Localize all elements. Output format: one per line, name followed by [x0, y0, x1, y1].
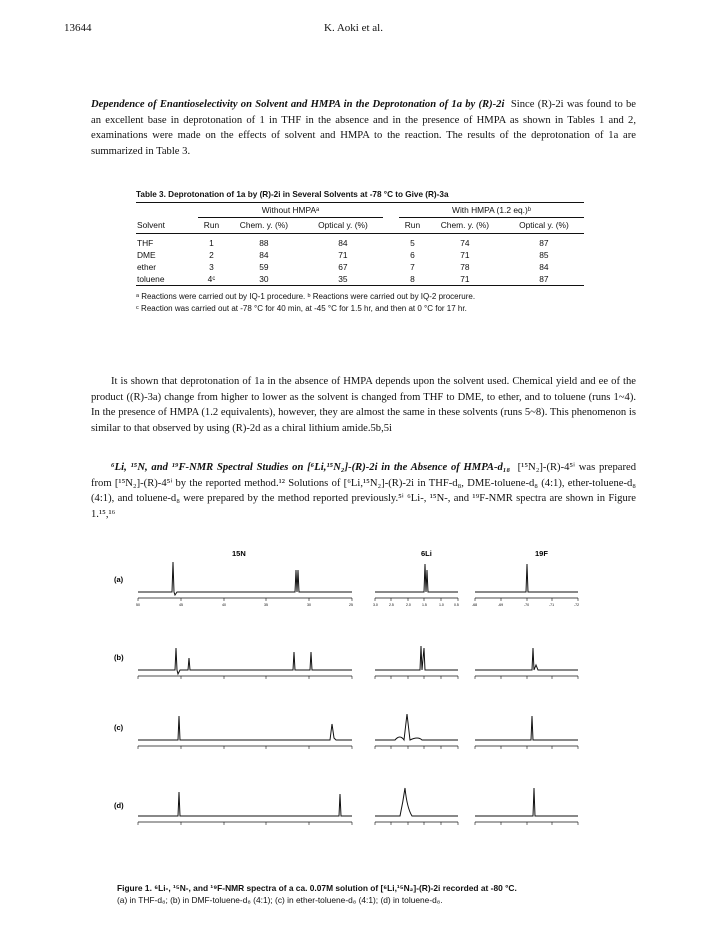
tick-label: 30 — [307, 603, 311, 607]
table-cell: DME — [137, 250, 156, 260]
paragraph-3-text: [¹⁵N₂]-(R)-4⁵ⁱ was prepared from [¹⁵N₂]-(R)-4⁵ⁱ by the reported method.¹² Solutions of [⁶Li,¹⁵N₂]-(R)-2i in THF-d₈, DME-toluene-d₈ (4:1), ether-toluene-d₈ (4:1), and toluene-d₈ were prepared by the method reported previously.⁵ⁱ ⁶Li-, ¹⁵N-, and ¹⁹F-NMR spectra are shown in Figure 1.¹⁵,¹⁶ — [91, 462, 637, 520]
tick-label: 35 — [264, 603, 268, 607]
col-run: Run — [203, 220, 220, 230]
spectrum-19f-d — [475, 788, 578, 816]
tick-label: 25 — [349, 603, 353, 607]
figure-caption — [117, 883, 517, 893]
table-cell: 88 — [259, 238, 269, 248]
table-cell: 1 — [209, 238, 214, 248]
section-heading-3: ⁶Li, ¹⁵N, and ¹⁹F-NMR Spectral Studies on [⁶Li,¹⁵N₂]-(R)-2i in the Absence of HMPA-d₁₈ — [111, 462, 511, 473]
axis-row-b — [138, 676, 578, 679]
col-chem-yield-hmpa: Chem. y. (%) — [440, 220, 489, 230]
table-row — [136, 237, 584, 249]
table-cell: 71 — [338, 250, 348, 260]
tick-label: -69 — [498, 603, 504, 607]
table-row — [136, 249, 584, 261]
tick-label: 45 — [179, 603, 183, 607]
row-label-c: (c) — [114, 723, 124, 732]
spectrum-19f-b — [475, 648, 578, 670]
tick-label: 40 — [222, 603, 226, 607]
tick-label: 2.5 — [389, 603, 394, 607]
table-3 — [136, 202, 584, 313]
spectrum-6li-b — [375, 646, 458, 670]
tick-label: -71 — [549, 603, 555, 607]
table-cell: 30 — [259, 274, 269, 284]
spectrum-6li-c — [375, 714, 458, 740]
spectrum-15n-d — [138, 792, 352, 816]
axis-row-c — [138, 746, 578, 749]
table-cell: 3 — [209, 262, 214, 272]
table-cell: 35 — [338, 274, 348, 284]
spectrum-6li-a — [375, 564, 458, 592]
spectra-row-c — [138, 714, 578, 740]
spectrum-15n-b — [138, 648, 352, 674]
tick-label: 50 — [136, 603, 140, 607]
spectra-row-a — [138, 562, 578, 595]
table-cell: 87 — [539, 274, 549, 284]
table-cell: 71 — [460, 274, 470, 284]
col-optical-yield: Optical y. (%) — [318, 220, 368, 230]
row-label-b: (b) — [114, 653, 124, 662]
table-cell: 5 — [410, 238, 415, 248]
table-cell: 4ᶜ — [207, 274, 216, 284]
tick-label: -72 — [574, 603, 580, 607]
table-cell: THF — [137, 238, 154, 248]
tick-label: 2.0 — [406, 603, 411, 607]
panel-title-15n: 15N — [232, 549, 246, 558]
table-group-without: Without HMPAᵃ — [198, 203, 383, 217]
figure-1-spectra — [100, 548, 600, 880]
panel-title-6li: 6Li — [421, 549, 432, 558]
table-cell: 74 — [460, 238, 470, 248]
tick-label: 1.0 — [439, 603, 444, 607]
table-cell: ether — [137, 262, 157, 272]
paragraph-3 — [91, 460, 636, 522]
spectrum-15n-a — [138, 562, 352, 595]
table-cell: 2 — [209, 250, 214, 260]
axis-row-d — [138, 822, 578, 825]
row-label-d: (d) — [114, 801, 124, 810]
spectra-row-b — [138, 646, 578, 674]
running-title: K. Aoki et al. — [324, 22, 383, 34]
spectrum-19f-c — [475, 716, 578, 740]
table-cell: 85 — [539, 250, 549, 260]
paragraph-2: It is shown that deprotonation of 1a in the absence of HMPA depends upon the solvent used. Chemical yield and ee of the product ((R)-3a) change from higher to lower as the solvent is changed from THF to DME, to ether, and to toluene (runs 1~4). In the presence of HMPA (1.2 equivalents), however, they are almost the same in these solvents (runs 5~8). This phenomenon is similar to that observed by using (R)-2d as a chiral lithium amide.5b,5i — [91, 376, 636, 434]
tick-label: -68 — [472, 603, 478, 607]
figure-caption-line-2: (a) in THF-d₈; (b) in DMF-toluene-d₈ (4:1); (c) in ether-toluene-d₈ (4:1); (d) in toluene-d₈. — [117, 895, 443, 905]
table-caption: Table 3. Deprotonation of 1a by (R)-2i in Several Solvents at -78 °C to Give (R)-3a — [136, 190, 449, 199]
table-cell: 87 — [539, 238, 549, 248]
table-row — [136, 273, 584, 286]
table-row — [136, 261, 584, 273]
table-cell: toluene — [137, 274, 165, 284]
table-cell: 78 — [460, 262, 470, 272]
tick-label: -70 — [524, 603, 530, 607]
spectrum-15n-c — [138, 716, 352, 740]
spectrum-19f-a — [475, 564, 578, 592]
panel-title-19f: 19F — [535, 549, 548, 558]
table-cell: 8 — [410, 274, 415, 284]
spectrum-6li-d — [375, 788, 458, 816]
figure-caption-line-1: Figure 1. ⁶Li-, ¹⁵N-, and ¹⁹F-NMR spectra of a ca. 0.07M solution of [⁶Li,¹⁵N₂]-(R)-2i recorded at -80 °C. — [117, 883, 517, 893]
tick-label: 1.5 — [422, 603, 427, 607]
tick-label: 3.0 — [373, 603, 378, 607]
table-cell: 84 — [539, 262, 549, 272]
table-cell: 7 — [410, 262, 415, 272]
table-footnote-ab: ᵃ Reactions were carried out by IQ-1 procedure. ᵇ Reactions were carried out by IQ-2 procerure. — [136, 292, 476, 301]
table-cell: 6 — [410, 250, 415, 260]
table-cell: 84 — [338, 238, 348, 248]
table-header-row — [136, 217, 584, 233]
row-label-a: (a) — [114, 575, 124, 584]
col-optical-yield-hmpa: Optical y. (%) — [519, 220, 569, 230]
paragraph-1-text: Since (R)-2i was found to be an excellent base in deprotonation of 1 in THF in the absence and in the presence of HMPA as shown in Tables 1 and 2, examinations were made on the effects of solvent and HMPA to the reaction. The results of the deprotonation of 1a are summarized in Table 3. — [91, 99, 637, 157]
col-run-hmpa: Run — [404, 220, 421, 230]
page-number: 13644 — [64, 22, 92, 34]
table-cell: 67 — [338, 262, 348, 272]
spectra-row-d — [138, 788, 578, 816]
tick-label: 0.5 — [454, 603, 459, 607]
table-cell: 84 — [259, 250, 269, 260]
table-cell: 59 — [259, 262, 269, 272]
table-cell: 71 — [460, 250, 470, 260]
table-group-with: With HMPA (1.2 eq.)ᵇ — [399, 203, 584, 217]
axis-row-a — [136, 598, 579, 607]
paragraph-1 — [91, 97, 636, 159]
table-footnote-c: ᶜ Reaction was carried out at -78 °C for 40 min, at -45 °C for 1.5 hr, and then at 0 °C for 17 hr. — [136, 304, 467, 313]
col-solvent: Solvent — [137, 219, 165, 230]
section-heading-1: Dependence of Enantioselectivity on Solvent and HMPA in the Deprotonation of 1a by (R)-2i — [91, 99, 505, 110]
col-chem-yield: Chem. y. (%) — [239, 220, 289, 230]
